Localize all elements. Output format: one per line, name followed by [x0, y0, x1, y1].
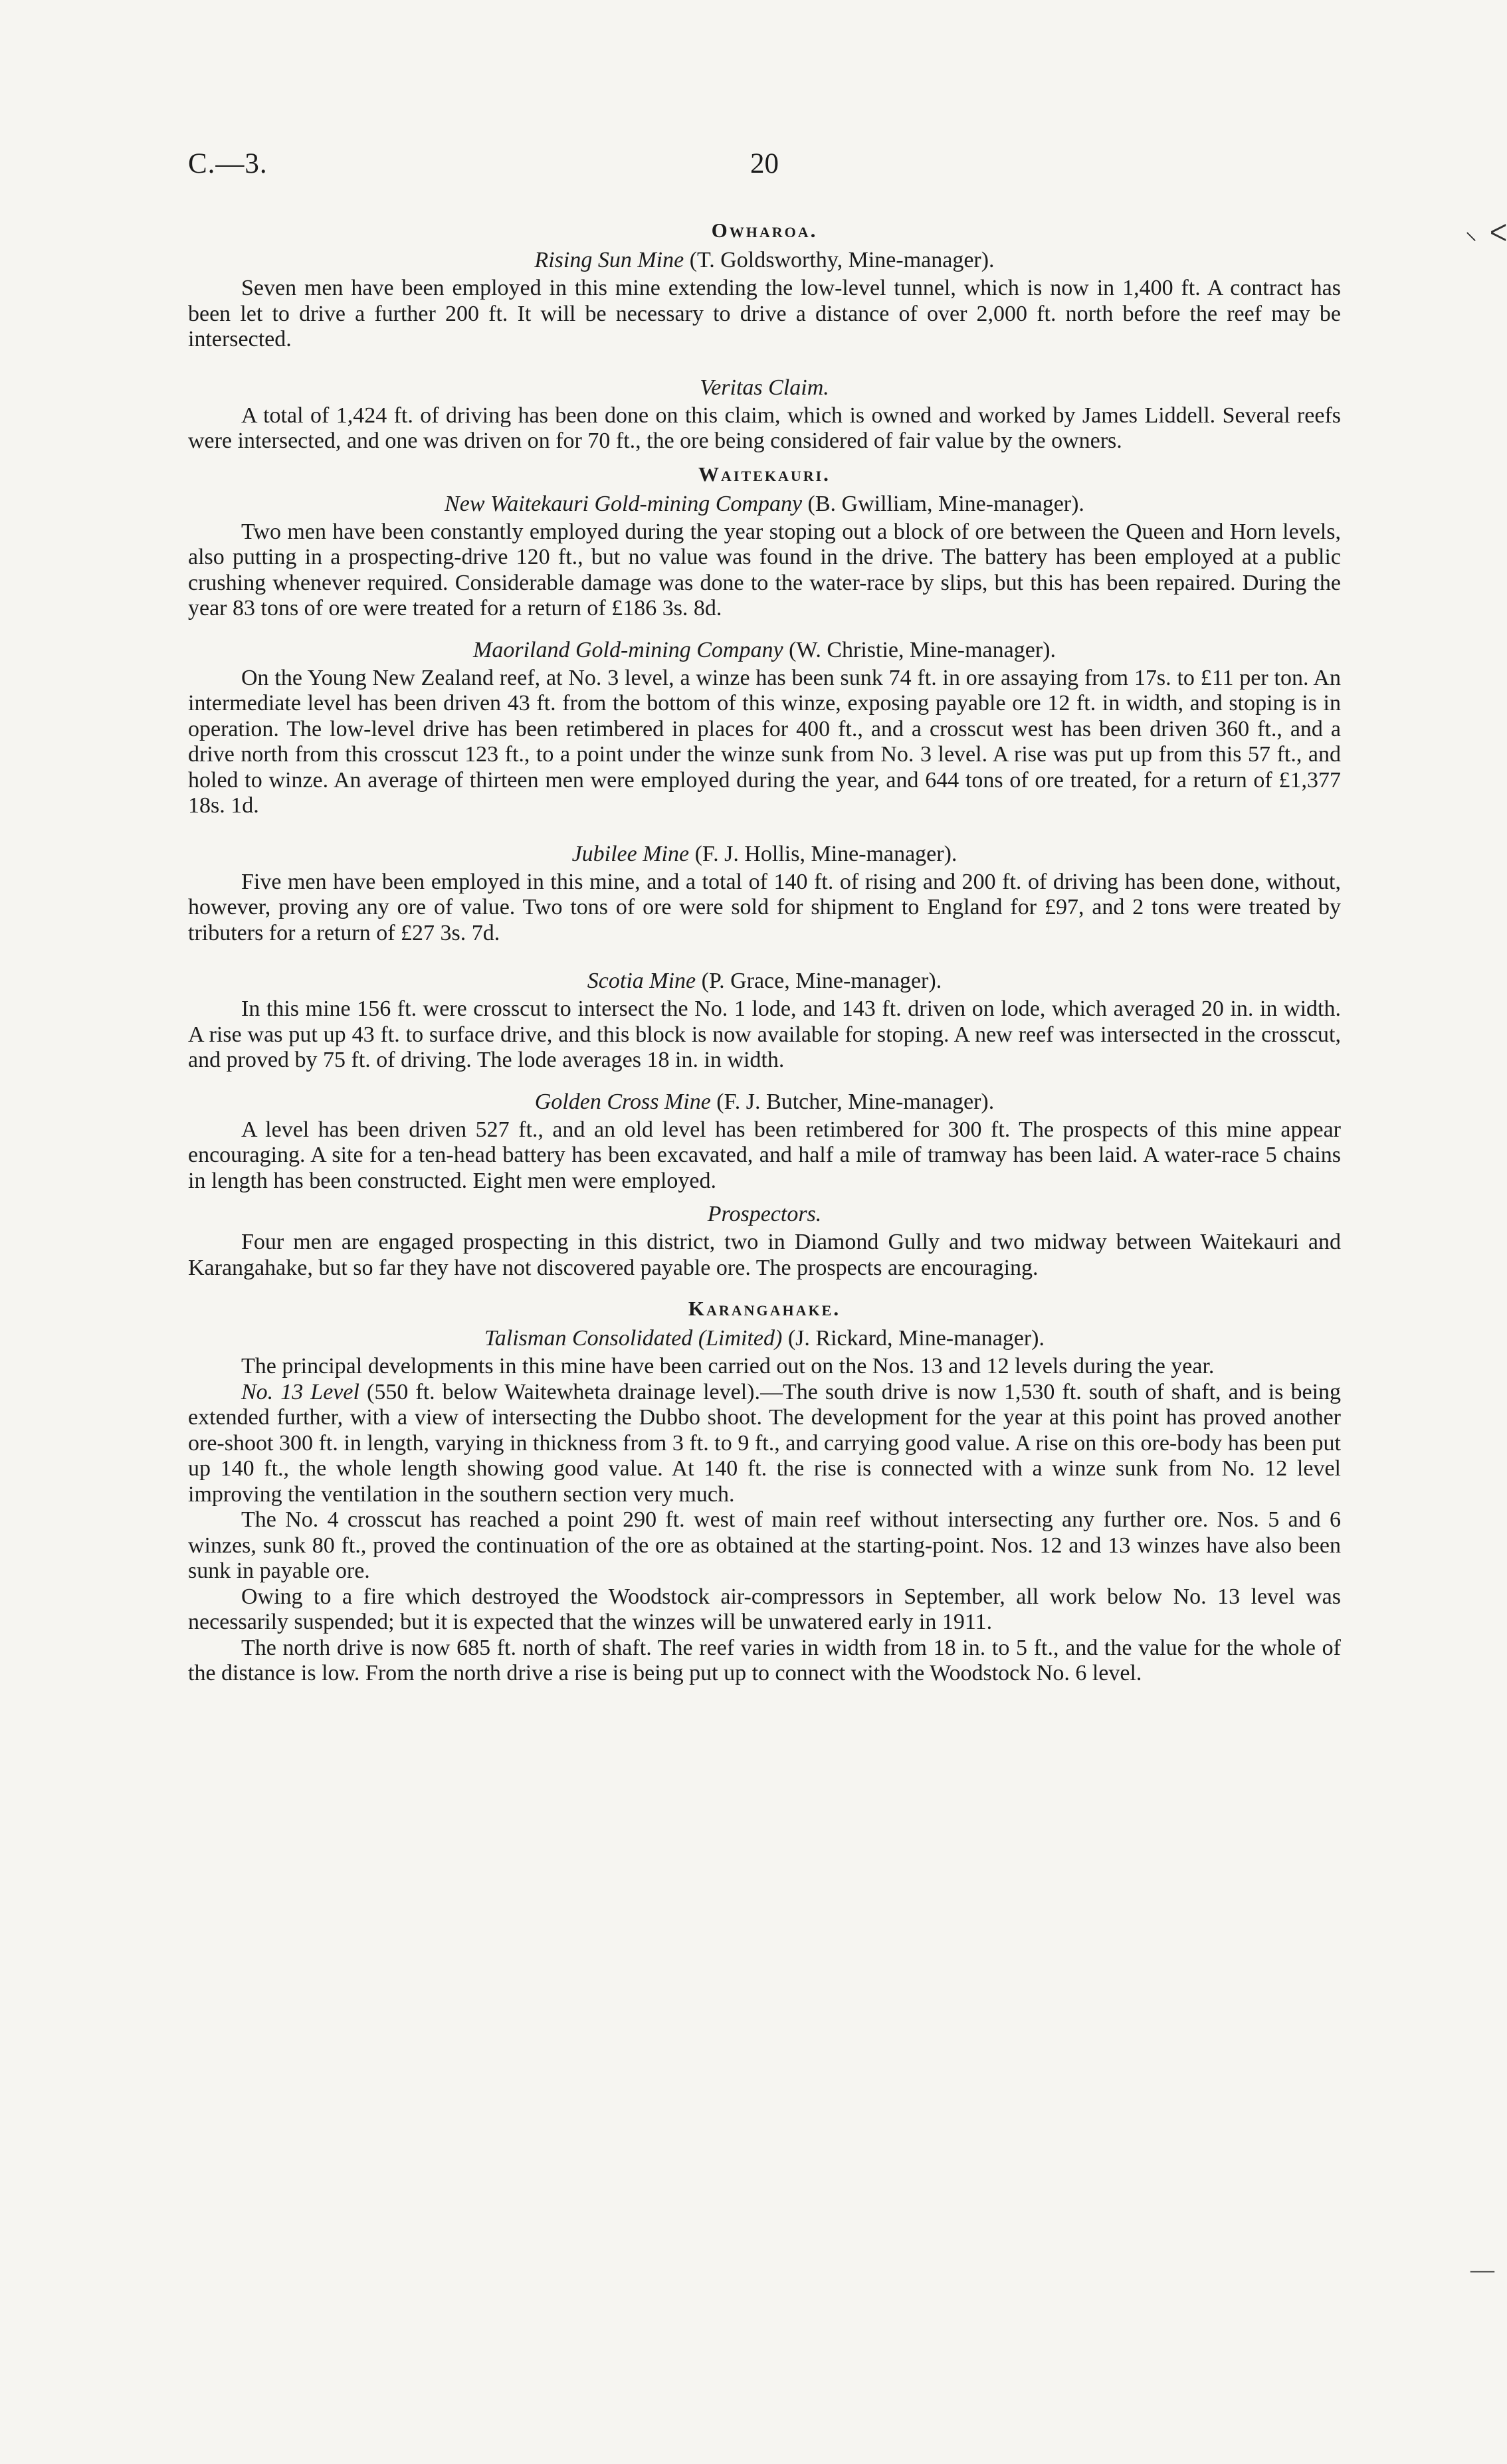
mine-name: Talisman Consolidated — [484, 1326, 693, 1351]
district-heading-waitekauri: Waitekauri. — [698, 462, 831, 486]
paragraph: A level has been driven 527 ft., and an old level has been retimbered for 300 ft. The prospects of this mine appear encouraging. A site for a ten-head battery has been excavated, and half a mile of tramway has been laid. A water-race 5 chains in length has been constructed. Eight men were employed. — [188, 1117, 1341, 1193]
mine-heading-golden-cross — [188, 1087, 1341, 1117]
mine-manager: (J. Rickard, Mine-manager). — [787, 1326, 1045, 1351]
paragraph — [188, 1380, 1341, 1508]
mine-name: Golden Cross Mine — [534, 1089, 711, 1114]
paragraph-text: (550 ft. below Waitewheta drainage level).—The south drive is now 1,530 ft. south of shaft, and is being extended further, with a view of intersecting the Dubbo shoot. The development for the year at this point has proved another ore-shoot 300 ft. in length, varying in thickness from 3 ft. to 9 ft., and carrying good value. A rise on this ore-body has been put up 140 ft., the whole length showing good value. At 140 ft. the rise is connected with a winze sunk from No. 12 level improving the ventilation in the southern section very much. — [188, 1379, 1342, 1507]
paragraph: Four men are engaged prospecting in this district, two in Diamond Gully and two midway between Waitekauri and Karangahake, but so far they have not discovered payable ore. The prospects are encouraging. — [188, 1230, 1341, 1280]
mine-heading-scotia — [188, 966, 1341, 996]
paragraph: The principal developments in this mine have been carried out on the Nos. 13 and 12 levels during the year. — [241, 1354, 1215, 1378]
mine-name: Maoriland Gold-mining Company — [473, 637, 783, 662]
page-body — [188, 216, 1341, 1687]
mine-name: Prospectors. — [707, 1202, 822, 1226]
document-reference: C.—3. — [188, 148, 268, 179]
district-heading-karangahake: Karangahake. — [688, 1297, 841, 1320]
page-number: 20 — [750, 148, 779, 179]
margin-mark-icon: — — [1470, 2256, 1494, 2283]
mine-manager: (P. Grace, Mine-manager). — [701, 969, 942, 993]
paragraph: The No. 4 crosscut has reached a point 290 ft. west of main reef without intersecting any further ore. Nos. 5 and 6 winzes, sunk 80 ft., proved the continuation of the ore as obtained at the starting-point. Nos. 12 and 13 winzes have also been sunk in payable ore. — [188, 1507, 1341, 1583]
mine-limited: (Limited) — [698, 1326, 783, 1351]
mine-name: Scotia Mine — [587, 969, 696, 993]
margin-mark-icon: ᐸ — [1490, 220, 1507, 246]
mine-heading-new-waitekauri — [188, 489, 1341, 520]
paragraph: Owing to a fire which destroyed the Woodstock air-compressors in September, all work below No. 13 level was necessarily suspended; but it is expected that the winzes will be unwatered early in 1911. — [188, 1584, 1341, 1634]
mine-manager: (F. J. Hollis, Mine-manager). — [694, 841, 957, 866]
district-heading-owharoa: Owharoa. — [711, 219, 818, 242]
paragraph: The north drive is now 685 ft. north of shaft. The reef varies in width from 18 in. to 5 ft., and the value for the whole of the distance is low. From the north drive a rise is being put up to connect with the Woodstock No. 6 level. — [188, 1635, 1341, 1685]
mine-heading-veritas — [188, 373, 1341, 403]
level-label: No. 13 Level — [241, 1379, 359, 1404]
mine-heading-jubilee — [188, 839, 1341, 870]
paragraph: Two men have been constantly employed during the year stoping out a block of ore between the Queen and Horn levels, also putting in a prospecting-drive 120 ft., but no value was found in the drive. The battery has been employed at a public crushing whenever required. Considerable damage was done to the water-race by slips, but this has been repaired. During the year 83 tons of ore were treated for a return of £186 3s. 8d. — [188, 519, 1341, 620]
margin-mark-icon: ⸜ — [1465, 218, 1477, 244]
page-header — [188, 147, 1341, 187]
mine-heading-prospectors — [188, 1199, 1341, 1230]
paragraph: In this mine 156 ft. were crosscut to intersect the No. 1 lode, and 143 ft. driven on lode, which averaged 20 in. in width. A rise was put up 43 ft. to surface drive, and this block is now available for stoping. A new reef was intersected in the crosscut, and proved by 75 ft. of driving. The lode averages 18 in. in width. — [188, 996, 1341, 1072]
paragraph: A total of 1,424 ft. of driving has been done on this claim, which is owned and worked by James Liddell. Several reefs were intersected, and one was driven on for 70 ft., the ore being considered of fair value by the owners. — [188, 403, 1341, 453]
mine-name: Veritas Claim. — [700, 375, 829, 400]
paragraph: Five men have been employed in this mine, and a total of 140 ft. of rising and 200 ft. of driving has been done, without, however, proving any ore of value. Two tons of ore were sold for shipment to England for £97, and 2 tons were treated by tributers for a return of £27 3s. 7d. — [188, 869, 1341, 945]
paragraph: On the Young New Zealand reef, at No. 3 level, a winze has been sunk 74 ft. in ore assaying from 17s. to £11 per ton. An intermediate level has been driven 43 ft. from the bottom of this winze, exposing payable ore 12 ft. in width, and stoping is in operation. The low-level drive has been retimbered in places for 400 ft., and a crosscut west has been driven 360 ft., and a drive north from this crosscut 123 ft., to a point under the winze sunk from No. 3 level. A rise was put up from this 57 ft., and holed to winze. An average of thirteen men were employed during the year, and 644 tons of ore treated, for a return of £1,377 18s. 1d. — [188, 665, 1341, 818]
mine-manager: (T. Goldsworthy, Mine-manager). — [689, 248, 995, 272]
mine-manager: (F. J. Butcher, Mine-manager). — [716, 1089, 995, 1114]
mine-name: Jubilee Mine — [571, 841, 690, 866]
mine-heading-talisman — [188, 1323, 1341, 1354]
mine-manager: (W. Christie, Mine-manager). — [789, 637, 1056, 662]
mine-manager: (B. Gwilliam, Mine-manager). — [807, 491, 1084, 516]
paragraph: Seven men have been employed in this mine extending the low-level tunnel, which is now in 1,400 ft. A contract has been let to drive a further 200 ft. It will be necessary to drive a distance of over 2,000 ft. north before the reef may be intersected. — [188, 276, 1341, 351]
mine-name: Rising Sun Mine — [534, 248, 684, 272]
mine-name: New Waitekauri Gold-mining Company — [445, 491, 803, 516]
mine-heading-rising-sun — [188, 245, 1341, 276]
mine-heading-maoriland — [188, 635, 1341, 666]
